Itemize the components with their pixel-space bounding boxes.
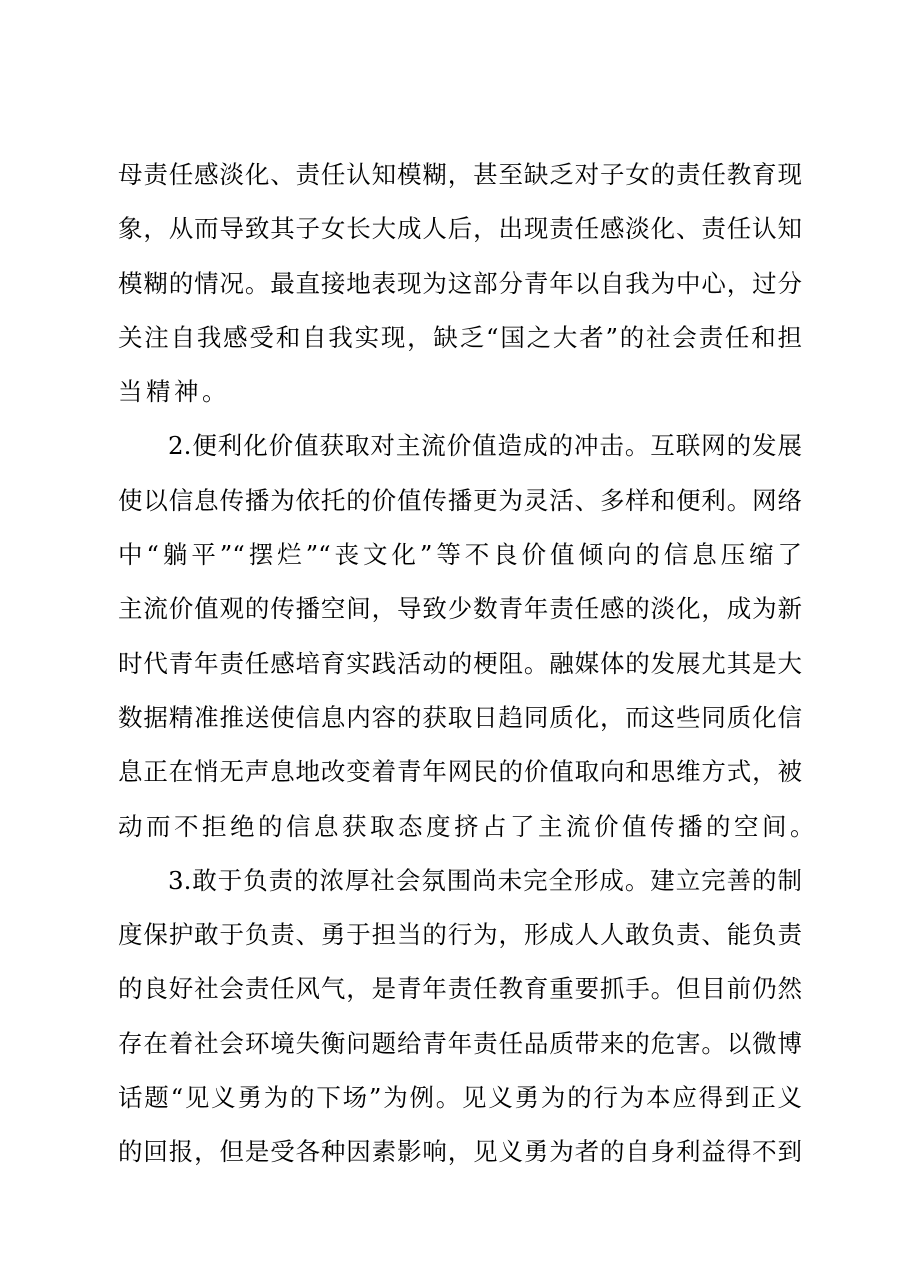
section-3-heading-line: 3.敢于负责的浓厚社会氛围尚未完全形成。建立完善的制 (168, 865, 802, 895)
text-line: 关注自我感受和自我实现，缺乏“国之大者”的社会责任和担 (118, 322, 802, 352)
text-line: 中“躺平”“摆烂”“丧文化”等不良价值倾向的信息压缩了 (118, 540, 802, 570)
text-line: 的良好社会责任风气，是青年责任教育重要抓手。但目前仍然 (118, 974, 802, 1004)
text-line: 的回报，但是受各种因素影响，见义勇为者的自身利益得不到 (118, 1137, 802, 1167)
text-line: 模糊的情况。最直接地表现为这部分青年以自我为中心，过分 (118, 268, 802, 298)
text-line: 息正在悄无声息地改变着青年网民的价值取向和思维方式，被 (118, 757, 802, 787)
text-line: 母责任感淡化、责任认知模糊，甚至缺乏对子女的责任教育现 (118, 160, 802, 189)
text-line: 象，从而导致其子女长大成人后，出现责任感淡化、责任认知 (118, 214, 802, 244)
text-line: 数据精准推送使信息内容的获取日趋同质化，而这些同质化信 (118, 702, 802, 732)
text-line: 话题“见义勇为的下场”为例。见义勇为的行为本应得到正义 (118, 1083, 802, 1113)
body-text (118, 148, 818, 1180)
text-line: 时代青年责任感培育实践活动的梗阻。融媒体的发展尤其是大 (118, 648, 802, 678)
text-line: 动而不拒绝的信息获取态度挤占了主流价值传播的空间。 (118, 811, 818, 841)
text-line: 度保护敢于负责、勇于担当的行为，形成人人敢负责、能负责 (118, 920, 802, 950)
text-line: 主流价值观的传播空间，导致少数青年责任感的淡化，成为新 (118, 594, 802, 624)
text-line: 当精神。 (118, 377, 230, 407)
text-line: 存在着社会环境失衡问题给青年责任品质带来的危害。以微博 (118, 1028, 802, 1058)
section-2-heading-line: 2.便利化价值获取对主流价值造成的冲击。互联网的发展 (168, 431, 802, 461)
text-line: 使以信息传播为依托的价值传播更为灵活、多样和便利。网络 (118, 485, 802, 515)
